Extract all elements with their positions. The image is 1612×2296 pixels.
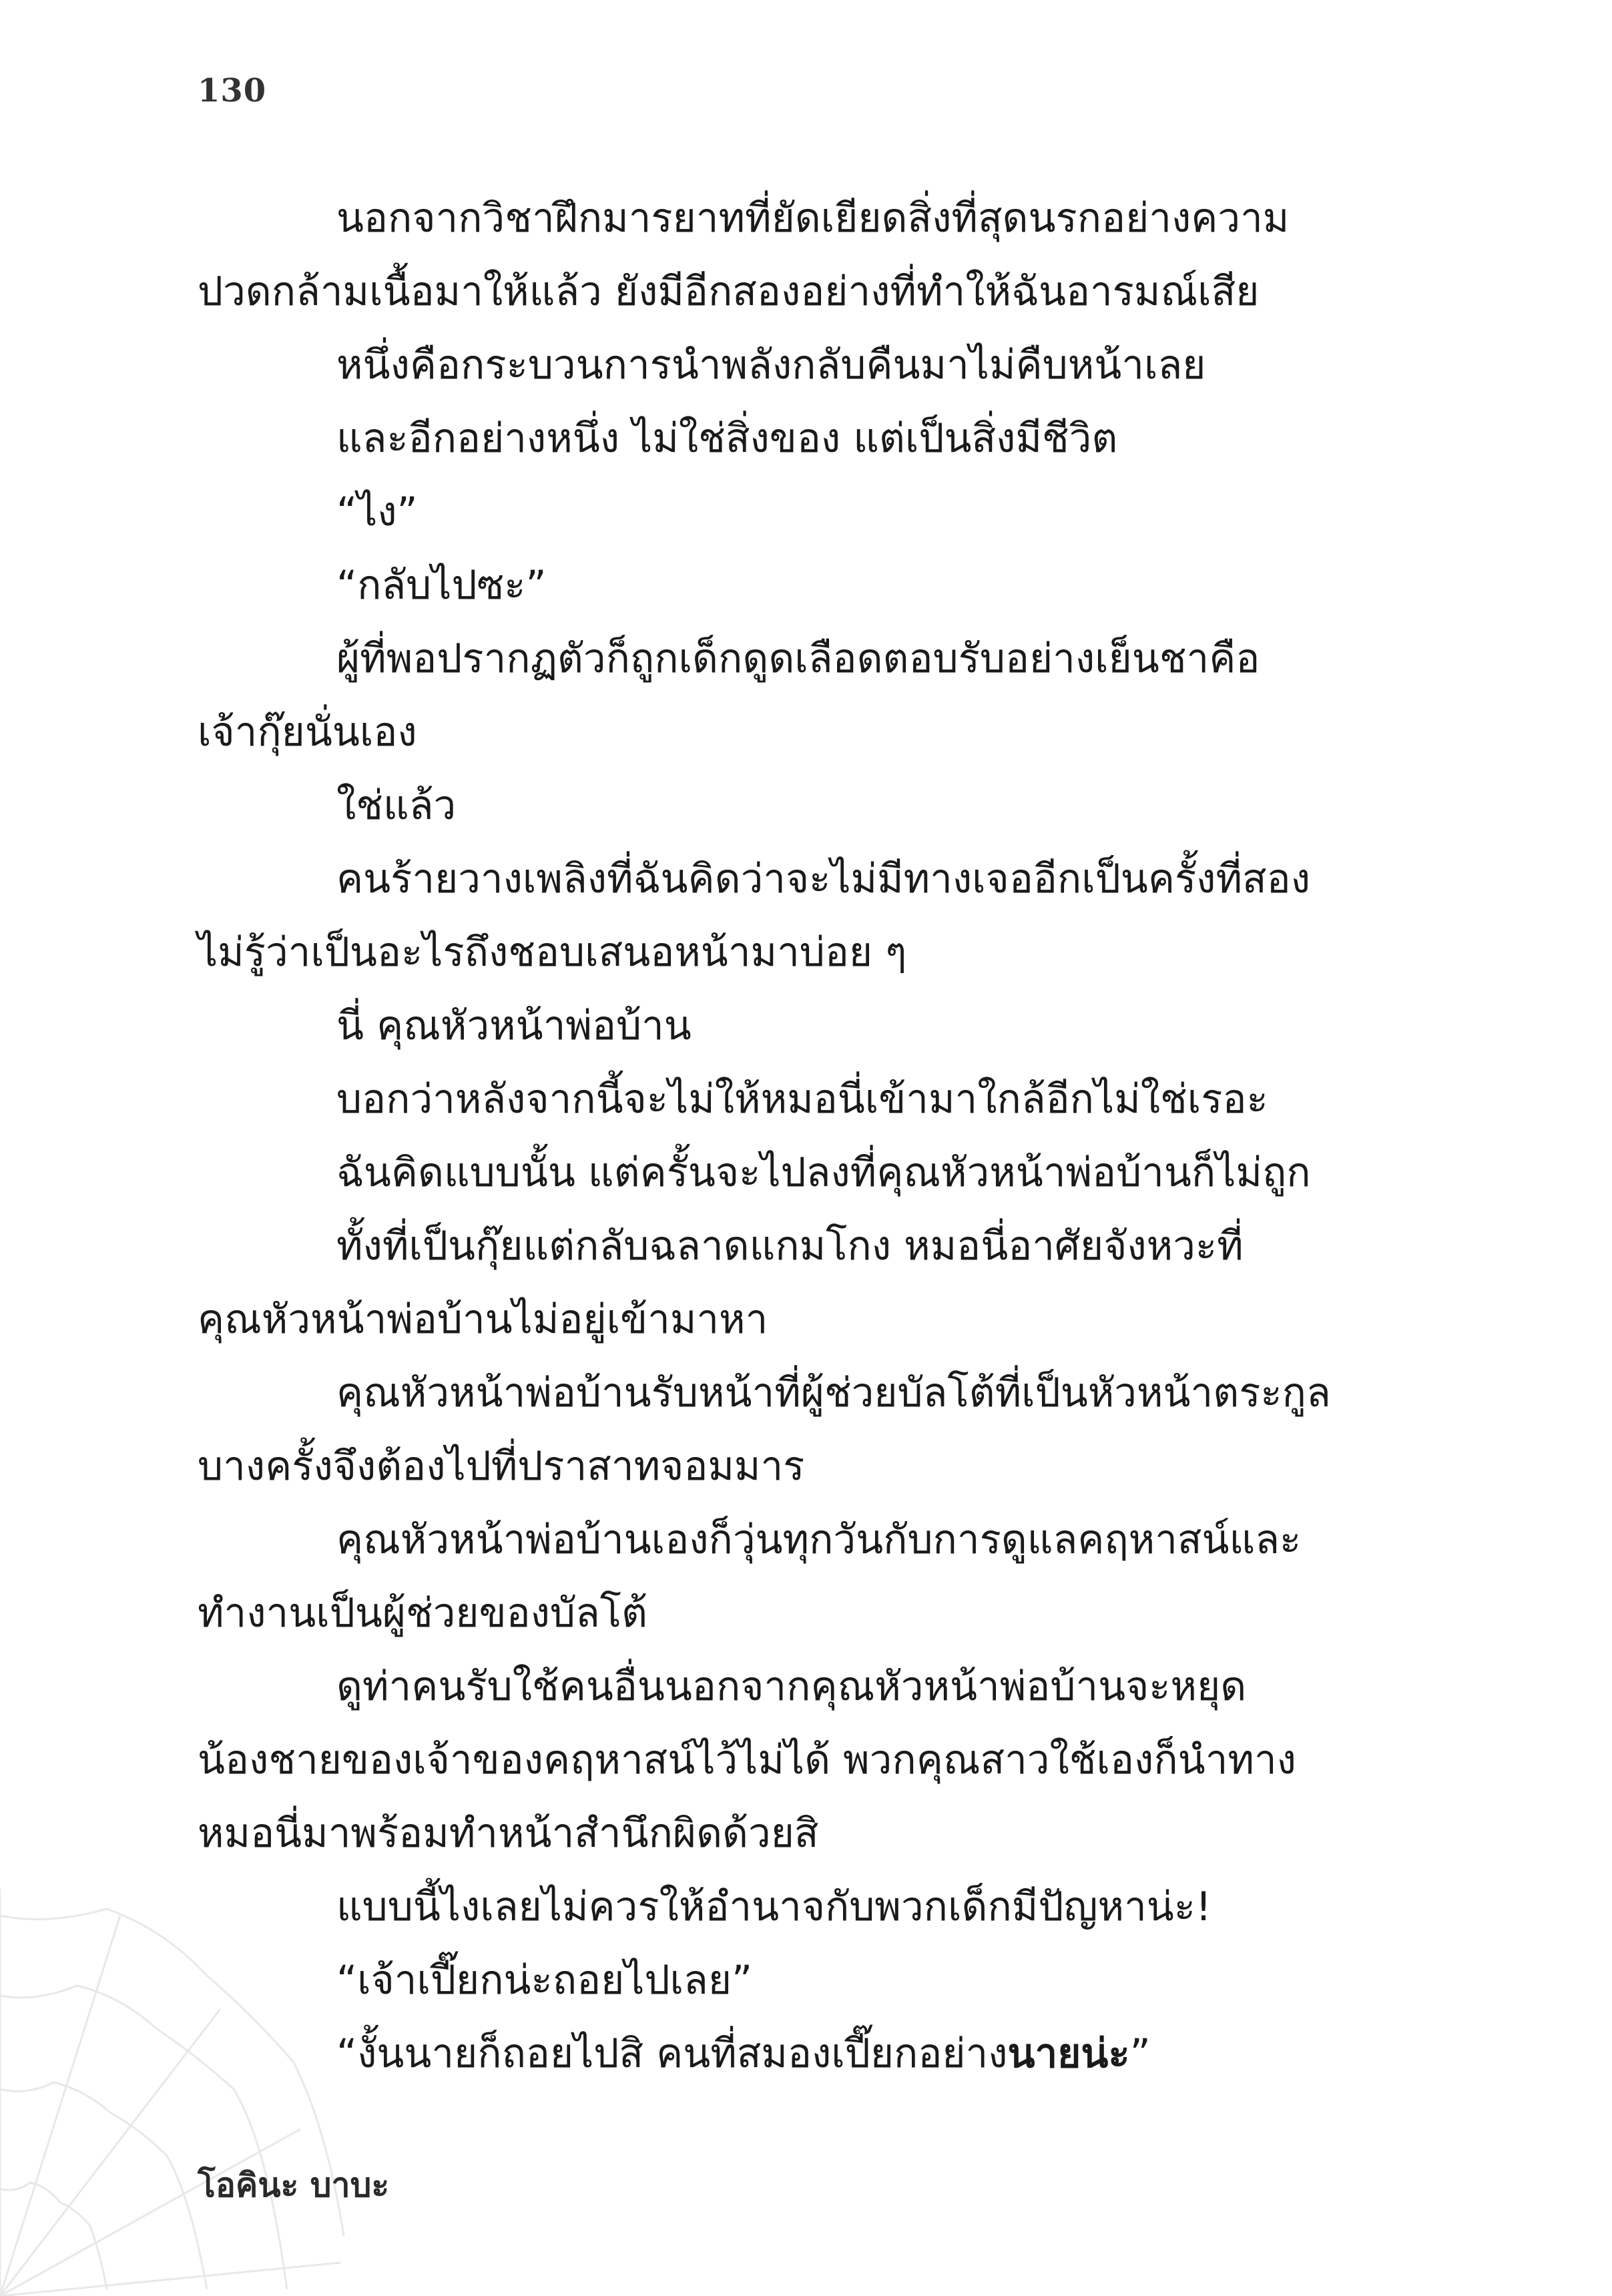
footer-author-name: โอคินะ บาบะ bbox=[198, 2166, 390, 2205]
text-line: หนึ่งคือกระบวนการนำพลังกลับคืนมาไม่คืบหน้าเลย bbox=[336, 342, 1206, 388]
body-text bbox=[198, 182, 1406, 2090]
text-line: ฉันคิดแบบนั้น แต่ครั้นจะไปลงที่คุณหัวหน้าพ่อบ้านก็ไม่ถูก bbox=[336, 1149, 1311, 1196]
text-line-last bbox=[198, 2017, 1406, 2090]
text-line: คุณหัวหน้าพ่อบ้านรับหน้าที่ผู้ช่วยบัลโต้ที่เป็นหัวหน้าตระกูล bbox=[336, 1370, 1331, 1416]
text-line: น้องชายของเจ้าของคฤหาสน์ไว้ไม่ได้ พวกคุณสาวใช้เองก็นำทาง bbox=[198, 1737, 1296, 1783]
page-number: 130 bbox=[198, 72, 267, 109]
text-line: เจ้ากุ๊ยนั่นเอง bbox=[198, 709, 417, 756]
text-line: คุณหัวหน้าพ่อบ้านไม่อยู่เข้ามาหา bbox=[198, 1296, 768, 1343]
text-line: ใช่แล้ว bbox=[336, 782, 457, 829]
text-line: ปวดกล้ามเนื้อมาให้แล้ว ยังมีอีกสองอย่างที่ทำให้ฉันอารมณ์เสีย bbox=[198, 268, 1260, 315]
text-line: บางครั้งจึงต้องไปที่ปราสาทจอมมาร bbox=[198, 1443, 805, 1490]
text-line: นี่ คุณหัวหน้าพ่อบ้าน bbox=[336, 1002, 692, 1049]
text-segment: “งั้นนายก็ถอยไปสิ คนที่สมองเปี๊ยกอย่าง bbox=[336, 2030, 1008, 2077]
closing-quote: ” bbox=[1129, 2030, 1151, 2077]
text-line: และอีกอย่างหนึ่ง ไม่ใช่สิ่งของ แต่เป็นสิ่งมีชีวิต bbox=[336, 415, 1118, 462]
text-line: ทำงานเป็นผู้ช่วยของบัลโต้ bbox=[198, 1590, 647, 1637]
spider-web-decoration bbox=[0, 1889, 347, 2296]
text-line: ทั้งที่เป็นกุ๊ยแต่กลับฉลาดแกมโกง หมอนี่อาศัยจังหวะที่ bbox=[336, 1223, 1244, 1269]
text-line: ผู้ที่พอปรากฏตัวก็ถูกเด็กดูดเลือดตอบรับอย่างเย็นชาคือ bbox=[336, 635, 1260, 682]
text-line: ดูท่าคนรับใช้คนอื่นนอกจากคุณหัวหน้าพ่อบ้านจะหยุด bbox=[336, 1663, 1247, 1710]
text-line: คุณหัวหน้าพ่อบ้านเองก็วุ่นทุกวันกับการดูแลคฤหาสน์และ bbox=[336, 1516, 1302, 1563]
text-line: บอกว่าหลังจากนี้จะไม่ให้หมอนี่เข้ามาใกล้อีกไม่ใช่เรอะ bbox=[336, 1076, 1268, 1123]
text-line: “กลับไปซะ” bbox=[336, 562, 547, 609]
text-line: นอกจากวิชาฝึกมารยาทที่ยัดเยียดสิ่งที่สุดนรกอย่างความ bbox=[336, 195, 1290, 242]
text-line: คนร้ายวางเพลิงที่ฉันคิดว่าจะไม่มีทางเจออีกเป็นครั้งที่สอง bbox=[336, 856, 1310, 902]
bold-text-segment: นายน่ะ bbox=[1007, 2030, 1130, 2077]
text-line: หมอนี่มาพร้อมทำหน้าสำนึกผิดด้วยสิ bbox=[198, 1810, 819, 1857]
text-line: “เจ้าเปี๊ยกน่ะถอยไปเลย” bbox=[336, 1957, 753, 2004]
text-line: “ไง” bbox=[336, 489, 418, 535]
text-line: แบบนี้ไงเลยไม่ควรให้อำนาจกับพวกเด็กมีปัญหาน่ะ! bbox=[336, 1884, 1212, 1930]
text-line: ไม่รู้ว่าเป็นอะไรถึงชอบเสนอหน้ามาบ่อย ๆ bbox=[198, 929, 907, 976]
